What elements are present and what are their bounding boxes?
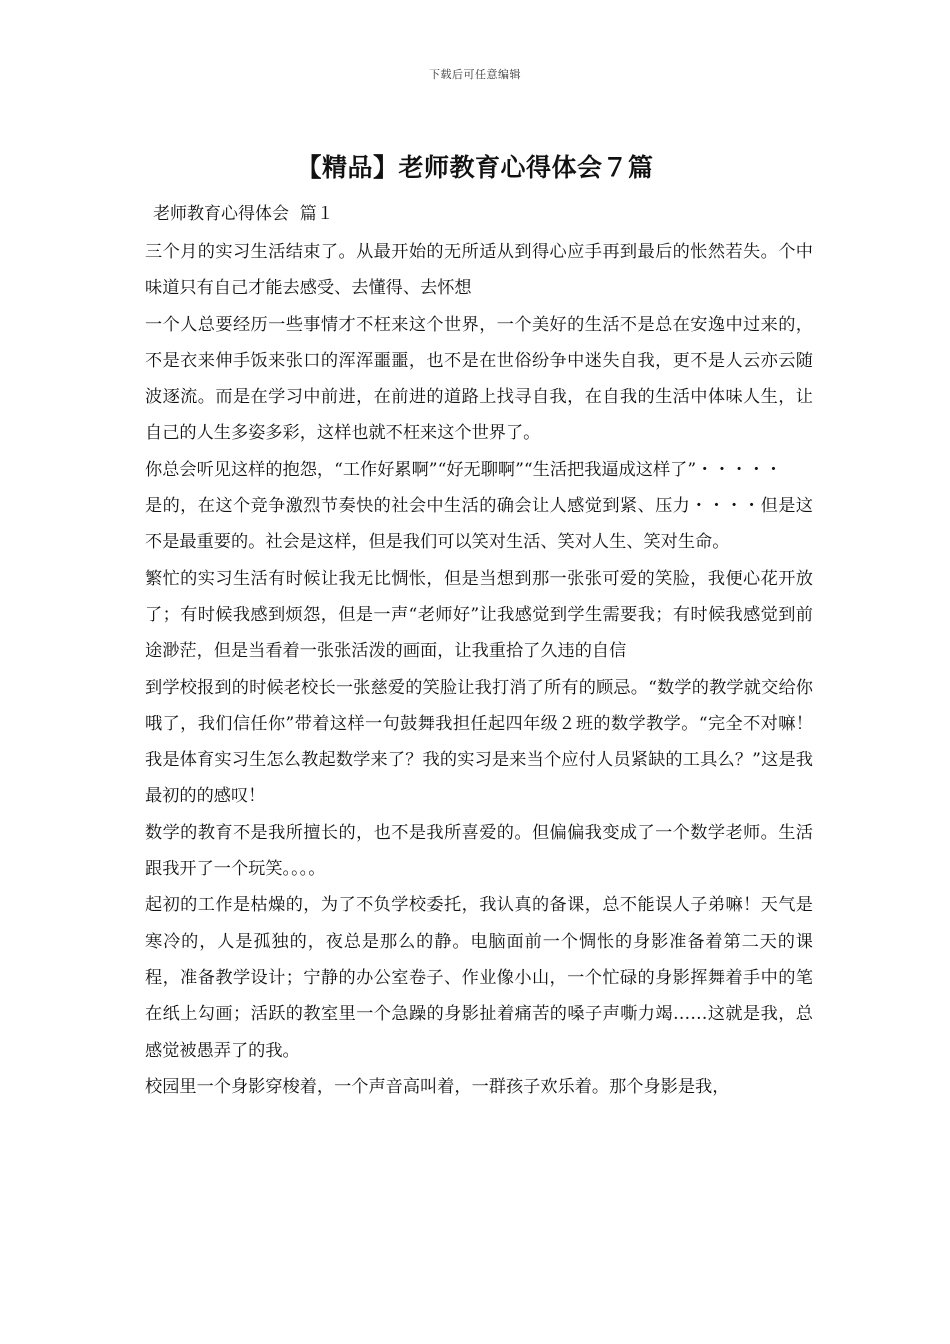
paragraph: 到学校报到的时候老校长一张慈爱的笑脸让我打消了所有的顾忌。“数学的教学就交给你哦了，我们信任你”带着这样一句鼓舞我担任起四年级２班的数学教学。“完全不对嘛！我是体育实习生怎么教起数学来了？我的实习是来当个应付人员紧缺的工具么？”这是我最初的的感叹！ bbox=[145, 677, 813, 807]
paragraph: 三个月的实习生活结束了。从最开始的无所适从到得心应手再到最后的怅然若失。个中味道只有自己才能去感受、去懂得、去怀想 bbox=[145, 242, 813, 299]
header-note: 下载后可任意编辑 bbox=[429, 68, 521, 81]
paragraph: 起初的工作是枯燥的，为了不负学校委托，我认真的备课，总不能误人子弟嘛！天气是寒冷的，人是孤独的，夜总是那么的静。电脑面前一个惆怅的身影准备着第二天的课程，准备教学设计；宁静的办公室卷子、作业像小山，一个忙碌的身影挥舞着手中的笔在纸上勾画；活跃的教室里一个急躁的身影扯着痛苦的嗓子声嘶力竭……这就是我，总感觉被愚弄了的我。 bbox=[145, 895, 813, 1061]
section-subtitle: 老师教育心得体会 篇１ bbox=[153, 204, 334, 224]
paragraph: 繁忙的实习生活有时候让我无比惆怅，但是当想到那一张张可爱的笑脸，我便心花开放了；有时候我感到烦怨，但是一声“老师好”让我感觉到学生需要我；有时候我感觉到前途渺茫，但是当看着一张张活泼的画面，让我重拾了久违的自信 bbox=[145, 568, 813, 662]
document-body bbox=[145, 234, 813, 1105]
paragraph: 你总会听见这样的抱怨，“工作好累啊”“好无聊啊”“生活把我逼成这样了”・・・・・ bbox=[145, 459, 783, 480]
paragraph: 一个人总要经历一些事情才不枉来这个世界，一个美好的生活不是总在安逸中过来的，不是衣来伸手饭来张口的浑浑噩噩，也不是在世俗纷争中迷失自我，更不是人云亦云随波逐流。而是在学习中前进，在前进的道路上找寻自我，在自我的生活中体味人生，让自己的人生多姿多彩，这样也就不枉来这个世界了。 bbox=[145, 314, 813, 444]
paragraph: 校园里一个身影穿梭着，一个声音高叫着，一群孩子欢乐着。那个身影是我， bbox=[145, 1076, 730, 1097]
paragraph: 是的，在这个竞争激烈节奏快的社会中生活的确会让人感觉到紧、压力・・・・但是这不是最重要的。社会是这样，但是我们可以笑对生活、笑对人生、笑对生命。 bbox=[145, 496, 813, 553]
document-title: 【精品】老师教育心得体会７篇 bbox=[296, 153, 654, 182]
paragraph: 数学的教育不是我所擅长的，也不是我所喜爱的。但偏偏我变成了一个数学老师。生活跟我开了一个玩笑。。。。 bbox=[145, 822, 813, 880]
